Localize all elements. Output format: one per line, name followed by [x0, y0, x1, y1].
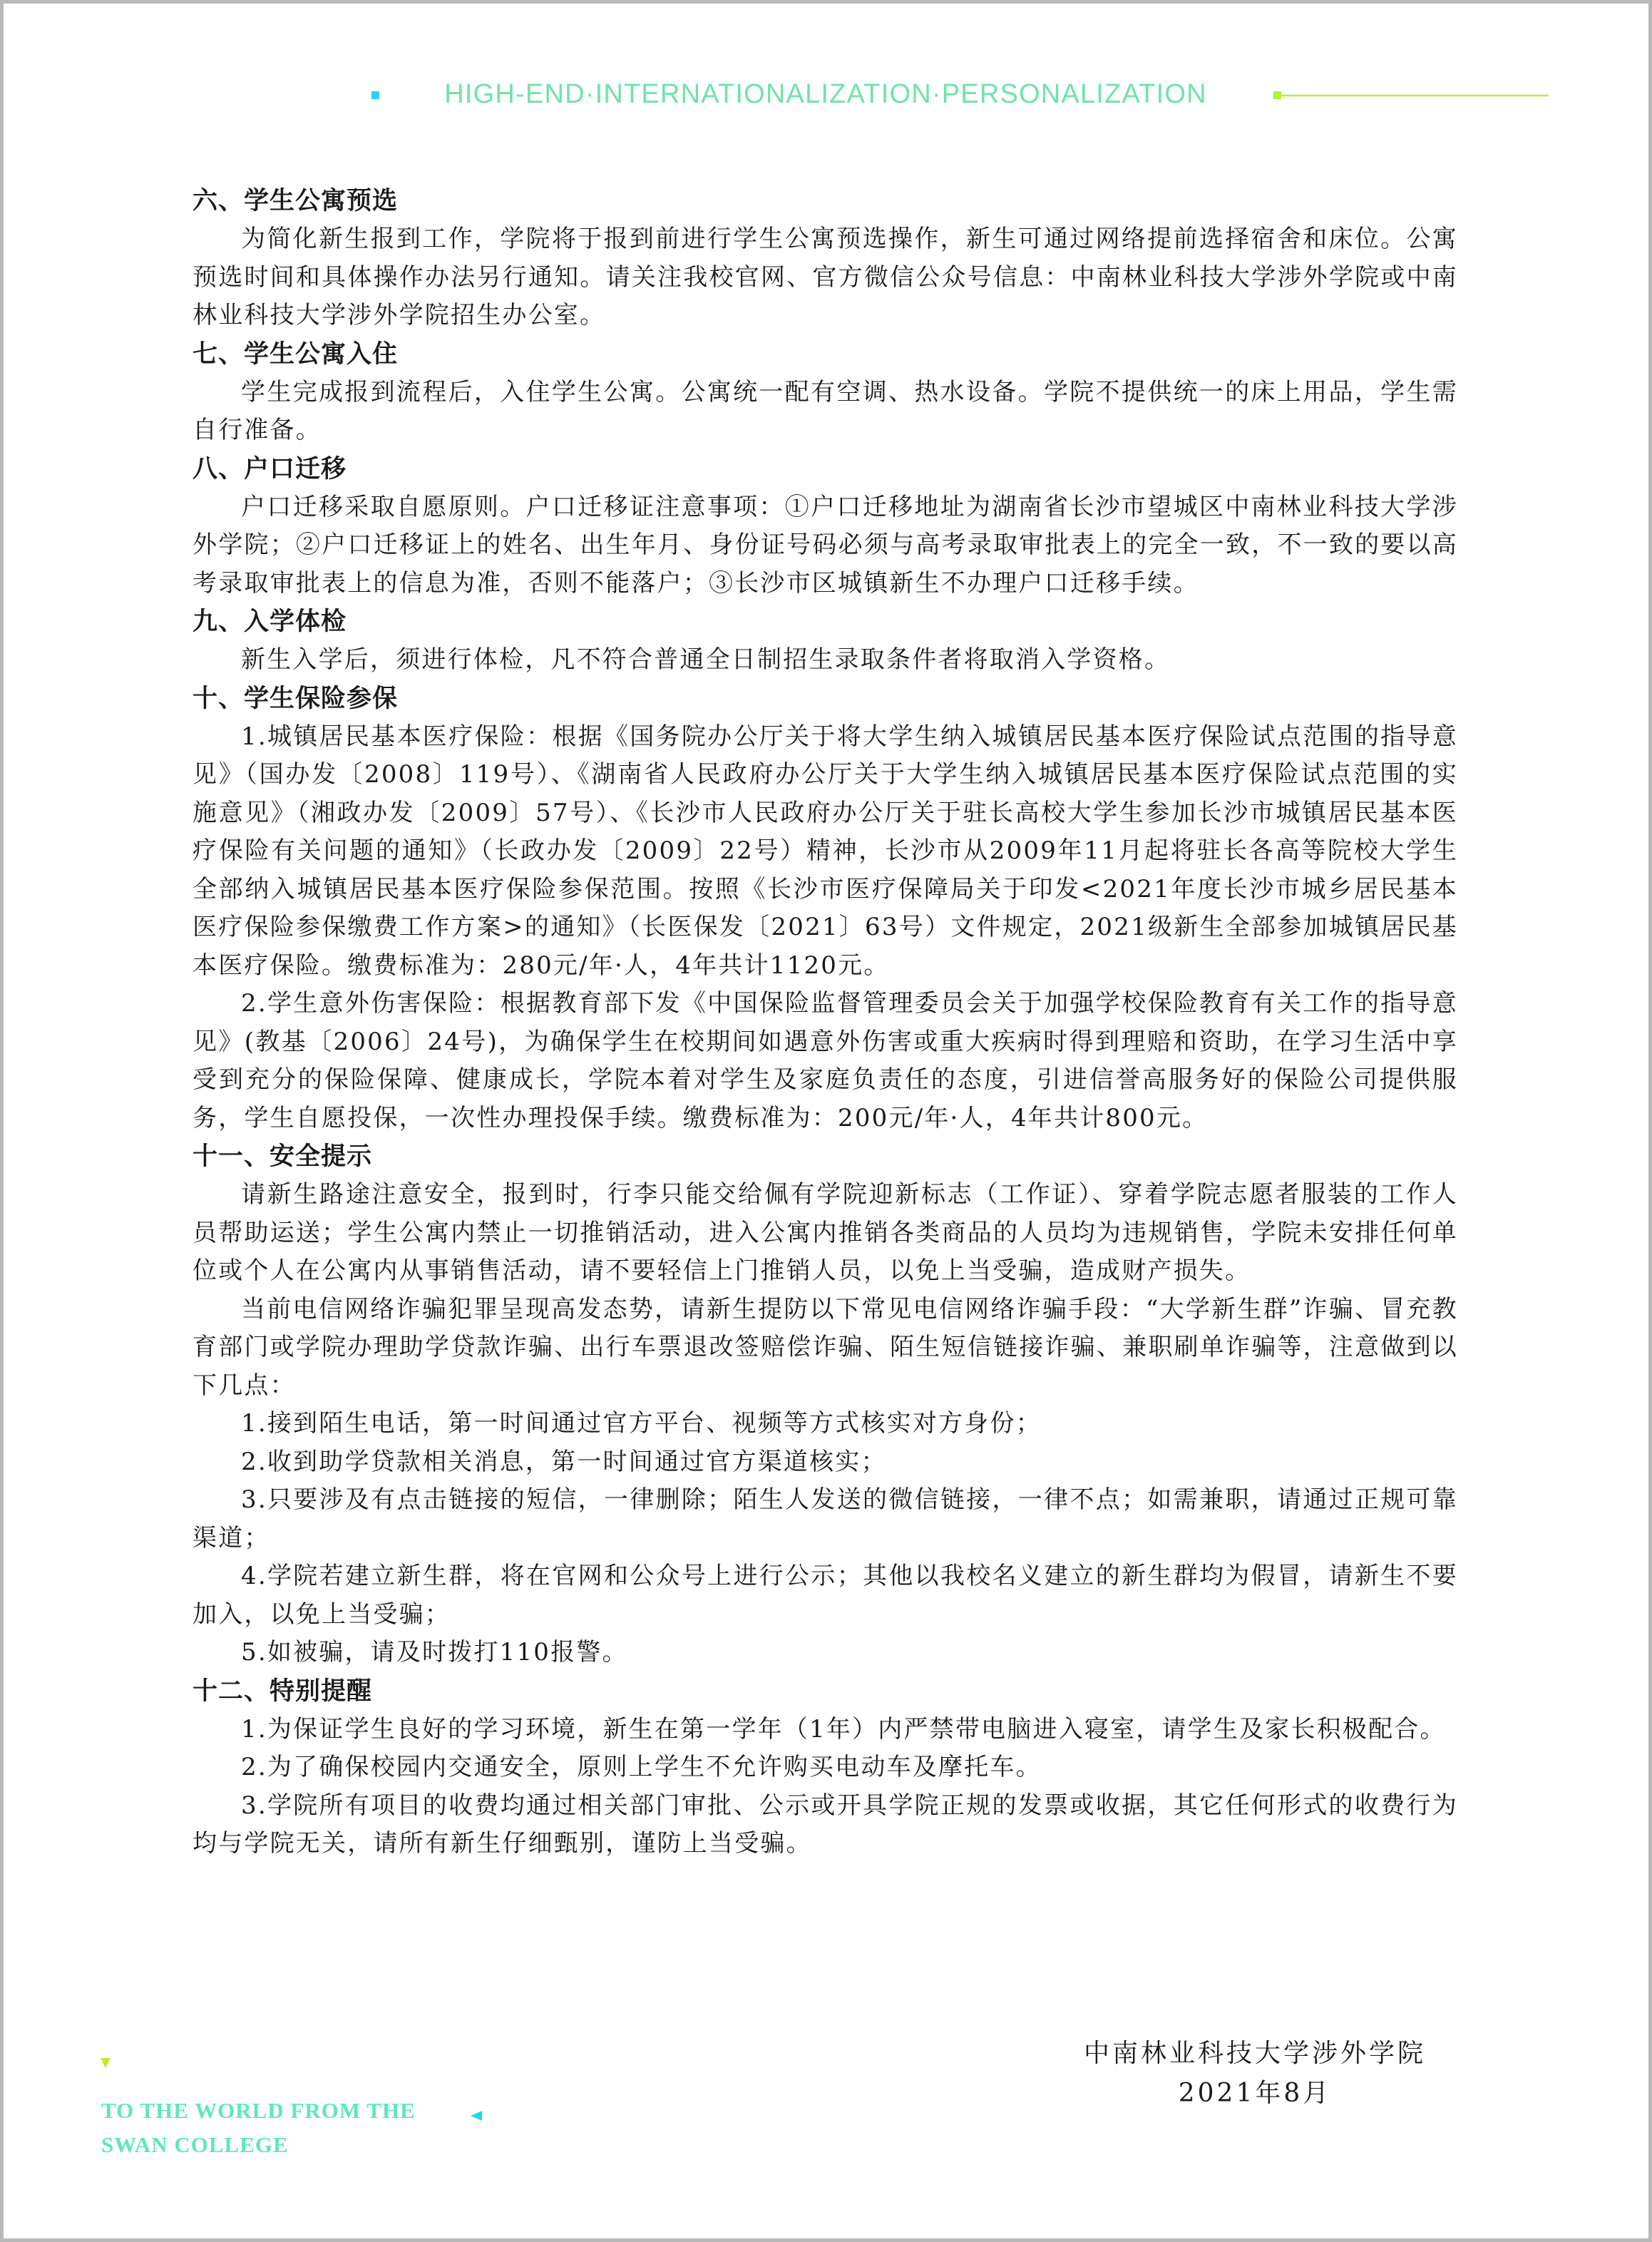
section-title: 八、户口迁移 — [193, 454, 347, 483]
section-apartment-checkin — [193, 335, 1458, 450]
section-insurance — [193, 680, 1458, 1138]
signature-date: 2021年8月 — [1178, 2079, 1332, 2108]
list-item: 2.为了确保校园内交通安全，原则上学生不允许购买电动车及摩托车。 — [241, 1753, 1042, 1781]
list-item: 3.只要涉及有点击链接的短信，一律删除；陌生人发送的微信链接，一律不点；如需兼职，请通过正规可靠渠道； — [193, 1485, 1458, 1552]
frame-left-line — [101, 96, 111, 2068]
list-item: 3.学院所有项目的收费均通过相关部门审批、公示或开具学院正规的发票或收据，其它任何形式的收费行为均与学院无关，请所有新生仔细甄别，谨防上当受骗。 — [193, 1791, 1458, 1858]
footer-slogan — [101, 2094, 529, 2162]
list-item: 4.学院若建立新生群，将在官网和公众号上进行公示；其他以我校名义建立的新生群均为假冒，请新生不要加入，以免上当受骗； — [193, 1562, 1458, 1629]
section-safety-tips — [193, 1137, 1458, 1672]
section-medical-exam — [193, 603, 1458, 680]
frame-top-left-line — [106, 91, 379, 99]
paragraph: 2.学生意外伤害保险：根据教育部下发《中国保险监督管理委员会关于加强学校保险教育有关工作的指导意见》(教基〔2006〕24号)，为确保学生在校期间如遇意外伤害或重大疾病时得到理赔和资助，在学习生活中享受到充分的保险保障、健康成长，学院本着对学生及家庭负责任的态度，引进信誉高服务好的保险公司提供服务，学生自愿投保，一次性办理投保手续。缴费标准为：200元/年·人，4年共计800元。 — [193, 989, 1458, 1132]
footer-slogan-line: SWAN COLLEGE — [101, 2132, 289, 2157]
paragraph: 新生入学后，须进行体检，凡不符合普通全日制招生录取条件者将取消入学资格。 — [241, 645, 1171, 674]
signature-block — [998, 2034, 1512, 2114]
list-item: 2.收到助学贷款相关消息，第一时间通过官方渠道核实； — [241, 1447, 887, 1476]
section-apartment-preselection — [193, 182, 1458, 335]
paragraph: 学生完成报到流程后，入住学生公寓。公寓统一配有空调、热水设备。学院不提供统一的床上用品，学生需自行准备。 — [193, 377, 1458, 444]
paragraph: 当前电信网络诈骗犯罪呈现高发态势，请新生提防以下常见电信网络诈骗手段：“大学新生群”诈骗、冒充教育部门或学院办理助学贷款诈骗、出行车票退改签赔偿诈骗、陌生短信链接诈骗、兼职刷单诈骗等，注意做到以下几点： — [193, 1294, 1458, 1400]
paragraph: 户口迁移采取自愿原则。户口迁移证注意事项：①户口迁移地址为湖南省长沙市望城区中南林业科技大学涉外学院；②户口迁移证上的姓名、出生年月、身份证号码必须与高考录取审批表上的完全一致，不一致的要以高考录取审批表上的信息为准，否则不能落户；③长沙市区城镇新生不办理户口迁移手续。 — [193, 492, 1458, 598]
section-household-transfer — [193, 450, 1458, 603]
paragraph: 为简化新生报到工作，学院将于报到前进行学生公寓预选操作，新生可通过网络提前选择宿舍和床位。公寓预选时间和具体操作办法另行通知。请关注我校官网、官方微信公众号信息：中南林业科技大学涉外学院或中南林业科技大学涉外学院招生办公室。 — [193, 225, 1458, 329]
notice-content — [193, 182, 1458, 1863]
list-item: 5.如被骗，请及时拨打110报警。 — [241, 1638, 628, 1667]
signature-org: 中南林业科技大学涉外学院 — [1083, 2039, 1426, 2068]
section-title: 十、学生保险参保 — [193, 684, 399, 713]
paragraph: 1.城镇居民基本医疗保险：根据《国务院办公厅关于将大学生纳入城镇居民基本医疗保险试点范围的指导意见》（国办发〔2008〕119号）、《湖南省人民政府办公厅关于大学生纳入城镇居民基本医疗保险试点范围的实施意见》（湘政办发〔2009〕57号）、《长沙市人民政府办公厅关于驻长高校大学生参加长沙市城镇居民基本医疗保险有关问题的通知》（长政办发〔2009〕22号）精神，长沙市从2009年11月起将驻长各高等院校大学生全部纳入城镇居民基本医疗保险参保范围。按照《长沙市医疗保障局关于印发<2021年度长沙市城乡居民基本医疗保险参保缴费工作方案>的通知》（长医保发〔2021〕63号）文件规定，2021级新生全部参加城镇居民基本医疗保险。缴费标准为：280元/年·人，4年共计1120元。 — [193, 722, 1458, 980]
footer-slogan-line: TO THE WORLD FROM THE — [101, 2098, 416, 2123]
section-special-reminders — [193, 1672, 1458, 1863]
list-item: 1.接到陌生电话，第一时间通过官方平台、视频等方式核实对方身份； — [241, 1409, 1042, 1438]
section-title: 七、学生公寓入住 — [193, 339, 399, 369]
section-title: 十一、安全提示 — [193, 1142, 373, 1171]
section-title: 六、学生公寓预选 — [193, 187, 399, 215]
section-title: 十二、特别提醒 — [193, 1677, 373, 1706]
paragraph: 请新生路途注意安全，报到时，行李只能交给佩有学院迎新标志（工作证）、穿着学院志愿者服装的工作人员帮助运送；学生公寓内禁止一切推销活动，进入公寓内推销各类商品的人员均为违规销售，学院未安排任何单位或个人在公寓内从事销售活动，请不要轻信上门推销人员，以免上当受骗，造成财产损失。 — [193, 1180, 1458, 1285]
section-title: 九、入学体检 — [193, 608, 347, 636]
list-item: 1.为保证学生良好的学习环境，新生在第一学年（1年）内严禁带电脑进入寝室，请学生及家长积极配合。 — [241, 1714, 1446, 1744]
frame-top-right-line — [1273, 91, 1549, 99]
header-tagline: HIGH-END·INTERNATIONALIZATION·PERSONALIZATION — [444, 79, 1207, 109]
